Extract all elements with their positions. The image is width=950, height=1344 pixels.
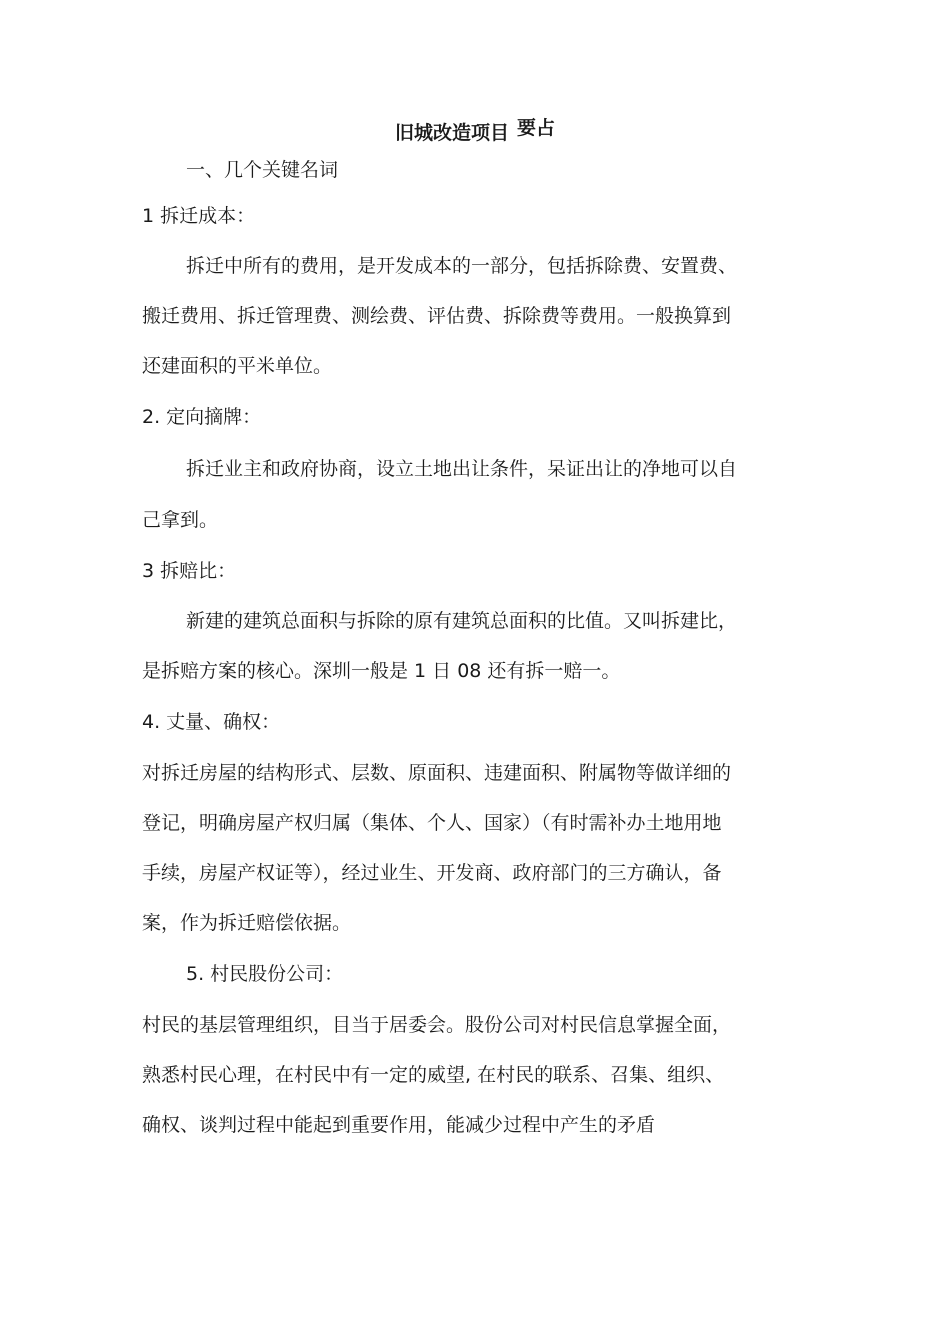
title-main: 旧城改造项目: [394, 122, 509, 144]
paragraph-line: 是拆赔方案的核心。深圳一般是 1 日 08 还有拆一赔一。: [142, 660, 621, 682]
paragraph-line: 案，作为拆迁赔偿依据。: [142, 912, 352, 934]
term-heading-2: 2. 定向摘牌：: [142, 406, 262, 428]
paragraph-line: 登记，明确房屋产权归属（集体、个人、国家）（有时需补办土地用地: [142, 812, 722, 834]
paragraph-line: 村民的基层管理组织，目当于居委会。股份公司对村民信息掌握全面，: [142, 1014, 732, 1036]
paragraph-line: 拆迁中所有的费用，是开发成本的一部分，包括拆除费、安置费、: [186, 255, 738, 277]
document-title: [0, 118, 950, 145]
term-heading-3: 3 拆赔比：: [142, 560, 237, 582]
term-heading-5: 5. 村民股份公司：: [186, 963, 344, 985]
paragraph-line: 己拿到。: [142, 509, 219, 531]
paragraph-line: 还建面积的平米单位。: [142, 355, 333, 377]
title-suffix: 要占: [517, 117, 556, 139]
paragraph-line: 熟悉村民心理，在村民中有一定的威望, 在村民的联系、召集、组织、: [142, 1064, 725, 1086]
paragraph-line: 新建的建筑总面积与拆除的原有建筑总面积的比值。又叫拆建比，: [186, 610, 738, 632]
paragraph-line: 手续，房屋产权证等），经过业生、开发商、政府部门的三方确认，备: [142, 862, 722, 884]
term-heading-1: 1 拆迁成本：: [142, 205, 256, 227]
section-heading: 一、几个关键名词: [186, 159, 339, 181]
paragraph-line: 拆迁业主和政府协商，设立土地出让条件，呆证出让的净地可以自: [186, 458, 738, 480]
paragraph-line: 对拆迁房屋的结构形式、层数、原面积、违建面积、附属物等做详细的: [142, 762, 732, 784]
term-heading-4: 4. 丈量、确权：: [142, 711, 281, 733]
paragraph-line: 确权、谈判过程中能起到重要作用，能减少过程中产生的矛盾: [142, 1114, 656, 1136]
paragraph-line: 搬迁费用、拆迁管理费、测绘费、评估费、拆除费等费用。一般换算到: [142, 305, 732, 327]
